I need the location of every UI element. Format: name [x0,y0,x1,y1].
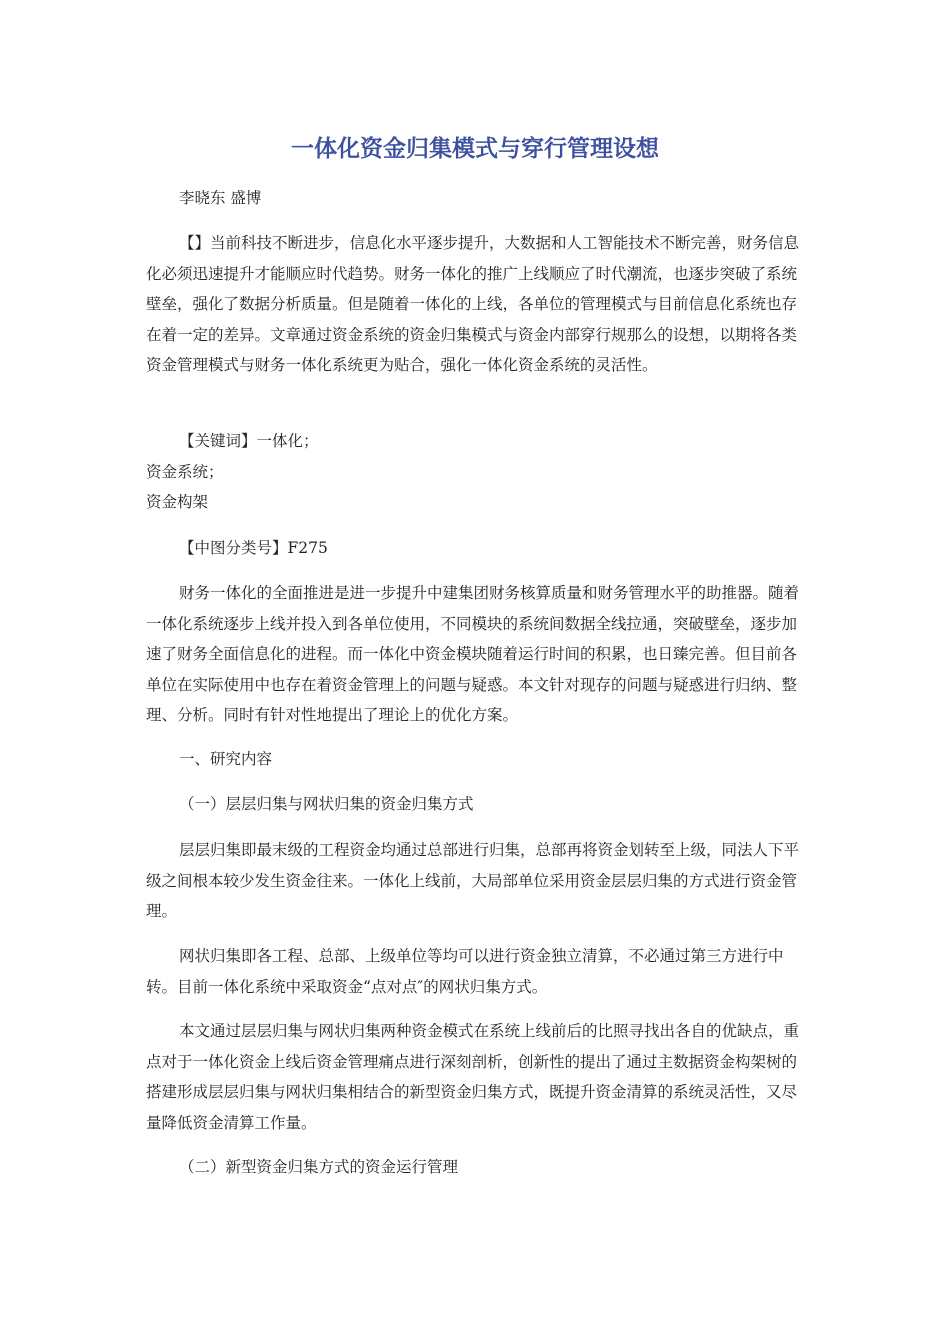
subsection-heading: （二）新型资金归集方式的资金运行管理 [179,1158,459,1176]
keywords [146,426,806,518]
page-title: 一体化资金归集模式与穿行管理设想 [291,136,659,162]
classification-number: 【中图分类号】F275 [179,539,328,557]
authors: 李晓东 盛博 [179,189,262,207]
body-paragraph: 本文通过层层归集与网状归集两种资金模式在系统上线前后的比照寻找出各自的优缺点，重点对于一体化资金上线后资金管理痛点进行深刻剖析，创新性的提出了通过主数据资金构架树的搭建形成层层归集与网状归集相结合的新型资金归集方式，既提升资金清算的系统灵活性，又尽量降低资金清算工作量。 [146,1022,800,1132]
body-paragraph: 网状归集即各工程、总部、上级单位等均可以进行资金独立清算，不必通过第三方进行中转。目前一体化系统中采取资金“点对点″的网状归集方式。 [146,947,784,996]
body-paragraph: 层层归集即最末级的工程资金均通过总部进行归集，总部再将资金划转至上级，同法人下平级之间根本较少发生资金往来。一体化上线前，大局部单位采用资金层层归集的方式进行资金管理。 [146,841,800,920]
keywords-line: 资金构架 [146,493,209,511]
section-heading: 一、研究内容 [179,750,273,768]
keywords-line: 资金系统； [146,462,224,481]
abstract-paragraph: 【】当前科技不断进步，信息化水平逐步提升，大数据和人工智能技术不断完善，财务信息化必须迅速提升才能顺应时代趋势。财务一体化的推广上线顺应了时代潮流，也逐步突破了系统壁垒，强化了数据分析质量。但是随着一体化的上线，各单位的管理模式与目前信息化系统也存在着一定的差异。文章通过资金系统的资金归集模式与资金内部穿行规那么的设想，以期将各类资金管理模式与财务一体化系统更为贴合，强化一体化资金系统的灵活性。 [146,234,800,374]
intro-paragraph: 财务一体化的全面推进是进一步提升中建集团财务核算质量和财务管理水平的助推器。随着一体化系统逐步上线并投入到各单位使用，不同模块的系统间数据全线拉通，突破壁垒，逐步加速了财务全面信息化的进程。而一体化中资金模块随着运行时间的积累，也日臻完善。但目前各单位在实际使用中也存在着资金管理上的问题与疑惑。本文针对现存的问题与疑惑进行归纳、整理、分析。同时有针对性地提出了理论上的优化方案。 [146,584,800,724]
keywords-line: 【关键词】一体化； [179,432,319,450]
subsection-heading: （一）层层归集与网状归集的资金归集方式 [179,795,474,813]
